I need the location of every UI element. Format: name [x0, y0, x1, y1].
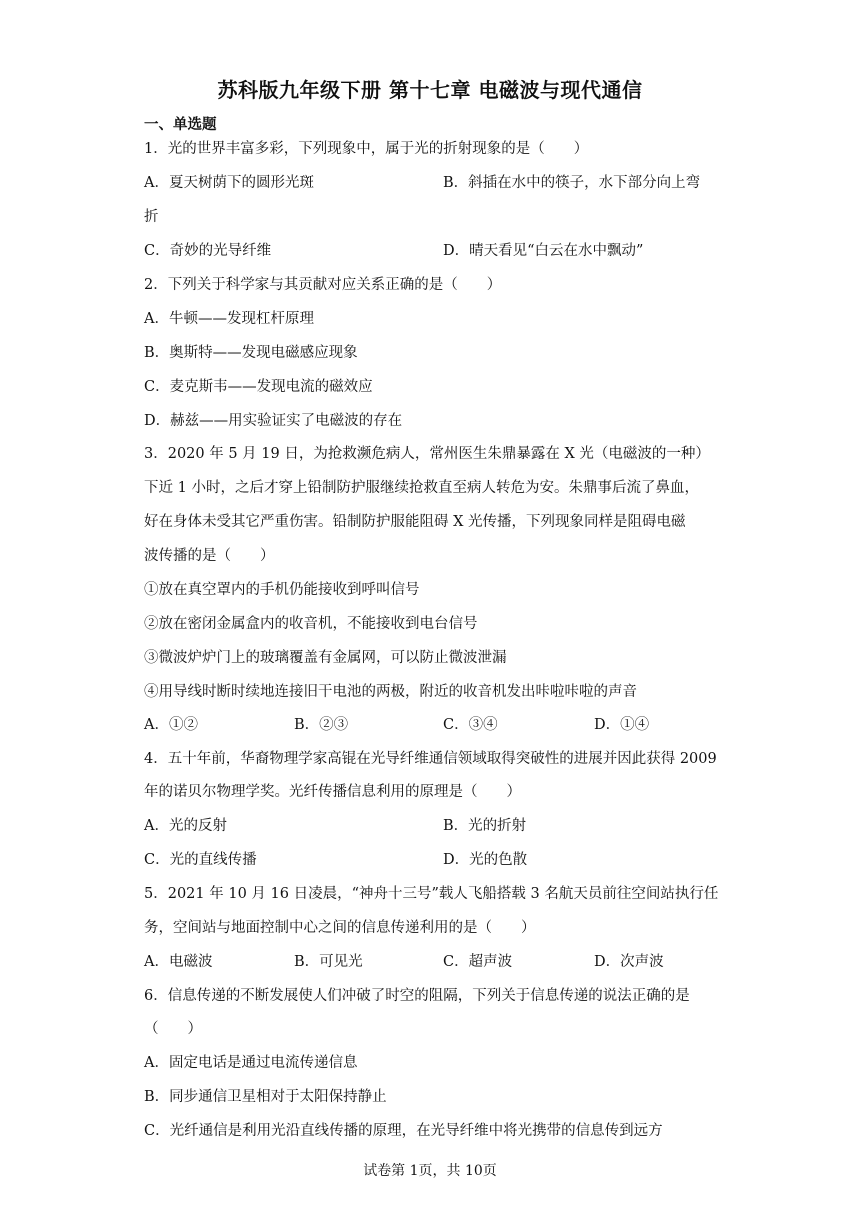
- question-4-option-b: B．光的折射: [443, 818, 527, 834]
- question-4-option-d: D．光的色散: [443, 852, 528, 868]
- question-6-option-b: B．同步通信卫星相对于太阳保持静止: [144, 1089, 387, 1105]
- question-6-stem-line-1: 6．信息传递的不断发展使人们冲破了时空的阻隔，下列关于信息传递的说法正确的是: [144, 988, 690, 1004]
- question-5-option-c: C．超声波: [443, 954, 513, 970]
- question-3-item-2: ②放在密闭金属盒内的收音机，不能接收到电台信号: [144, 616, 478, 632]
- question-1-stem: 1．光的世界丰富多彩，下列现象中，属于光的折射现象的是（ ）: [144, 141, 589, 157]
- question-3-option-c: C．③④: [443, 717, 498, 733]
- question-5-stem-line-1: 5．2021 年 10 月 16 日凌晨，“神舟十三号”载人飞船搭载 3 名航天员前往空间站执行任: [144, 886, 719, 902]
- question-5-option-d: D．次声波: [594, 954, 664, 970]
- question-1-option-b-continued: 折: [144, 209, 159, 225]
- question-6-stem-line-2: （ ）: [144, 1021, 202, 1037]
- question-2-option-b: B．奥斯特——发现电磁感应现象: [144, 345, 358, 361]
- question-5-stem-line-2: 务，空间站与地面控制中心之间的信息传递利用的是（ ）: [144, 920, 536, 936]
- question-3-stem-line-4: 波传播的是（ ）: [144, 548, 275, 564]
- question-3-option-b: B．②③: [294, 717, 349, 733]
- section-heading: 一、单选题: [144, 117, 217, 133]
- question-4-stem-line-1: 4．五十年前，华裔物理学家高锟在光导纤维通信领域取得突破性的进展并因此获得 2009: [144, 751, 717, 767]
- question-3-stem-line-2: 下近 1 小时，之后才穿上铅制防护服继续抢救直至病人转危为安。朱鼎事后流了鼻血，: [144, 480, 699, 496]
- question-1-option-b: B．斜插在水中的筷子，水下部分向上弯: [443, 175, 701, 191]
- question-4-option-c: C．光的直线传播: [144, 852, 257, 868]
- question-3-item-3: ③微波炉炉门上的玻璃覆盖有金属网，可以防止微波泄漏: [144, 650, 507, 666]
- question-3-item-4: ④用导线时断时续地连接旧干电池的两极，附近的收音机发出咔啦咔啦的声音: [144, 684, 637, 700]
- question-2-stem: 2．下列关于科学家与其贡献对应关系正确的是（ ）: [144, 277, 502, 293]
- question-6-option-c: C．光纤通信是利用光沿直线传播的原理，在光导纤维中将光携带的信息传到远方: [144, 1123, 663, 1139]
- question-3-option-d: D．①④: [594, 717, 650, 733]
- question-1-option-d: D．晴天看见“白云在水中飘动”: [443, 243, 644, 259]
- question-2-option-c: C．麦克斯韦——发现电流的磁效应: [144, 379, 373, 395]
- question-4-stem-line-2: 年的诺贝尔物理学奖。光纤传播信息利用的原理是（ ）: [144, 784, 521, 800]
- question-5-option-b: B．可见光: [294, 954, 363, 970]
- page-title: 苏科版九年级下册 第十七章 电磁波与现代通信: [217, 78, 643, 102]
- question-1-option-c: C．奇妙的光导纤维: [144, 243, 272, 259]
- question-3-stem-line-3: 好在身体未受其它严重伤害。铅制防护服能阻碍 X 光传播，下列现象同样是阻碍电磁: [144, 514, 686, 530]
- question-6-option-a: A．固定电话是通过电流传递信息: [144, 1055, 358, 1071]
- question-3-item-1: ①放在真空罩内的手机仍能接收到呼叫信号: [144, 582, 420, 598]
- question-3-option-a: A．①②: [144, 717, 198, 733]
- page-footer: 试卷第 1页，共 10页: [363, 1163, 497, 1179]
- question-5-option-a: A．电磁波: [144, 954, 213, 970]
- question-2-option-d: D．赫兹——用实验证实了电磁波的存在: [144, 413, 403, 429]
- question-2-option-a: A．牛顿——发现杠杆原理: [144, 311, 314, 327]
- question-1-option-a: A．夏天树荫下的圆形光斑: [144, 175, 314, 191]
- question-3-stem-line-1: 3．2020 年 5 月 19 日，为抢救濒危病人，常州医生朱鼎暴露在 X 光（电磁波的一种）: [144, 446, 710, 462]
- question-4-option-a: A．光的反射: [144, 818, 227, 834]
